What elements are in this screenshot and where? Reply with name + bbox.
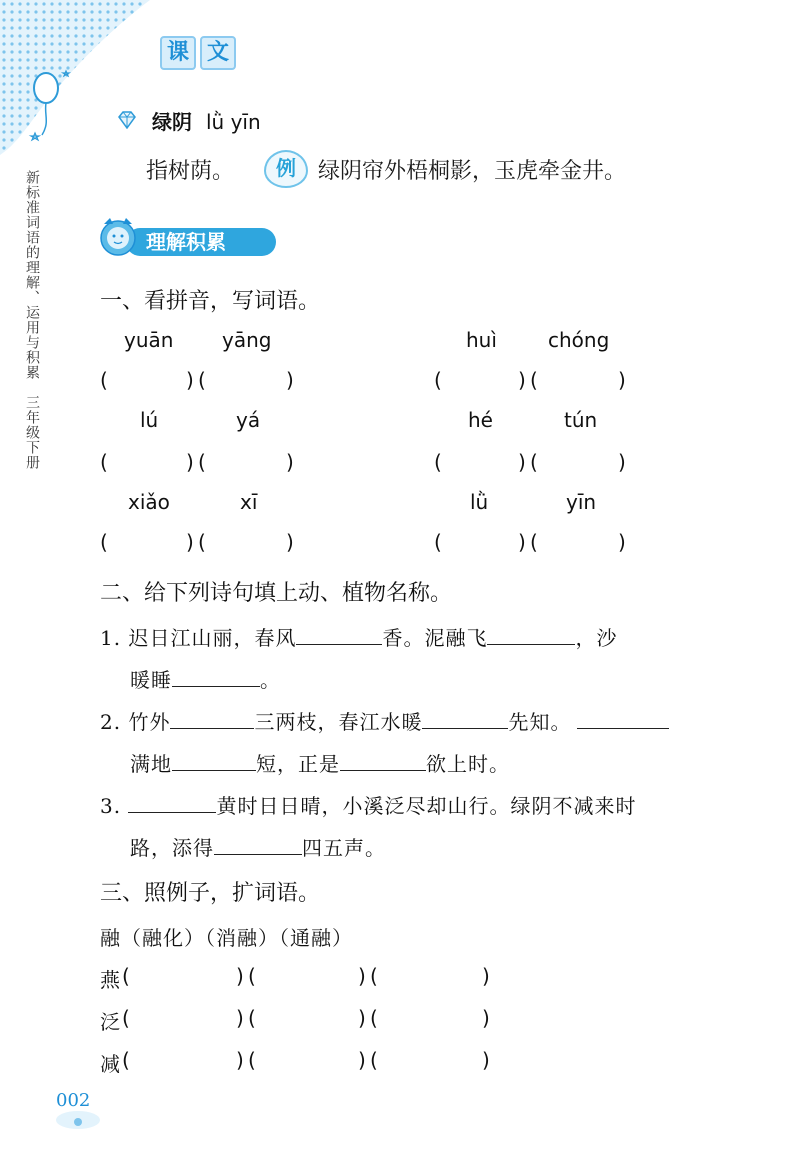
extend-row (100, 1048, 120, 1077)
diamond-icon (116, 111, 138, 129)
paren-close: ) (236, 1006, 244, 1030)
paren-close: ) (236, 964, 244, 988)
paren-close: ) (236, 1048, 244, 1072)
poem-text: 3. (100, 794, 129, 818)
example-badge: 例 (264, 150, 308, 188)
paren-open: ( (248, 1048, 256, 1072)
page-number: 002 (56, 1090, 91, 1111)
vocab-pinyin: lǜ yīn (206, 110, 261, 134)
fill-blank[interactable] (577, 710, 669, 729)
paren-close: ) (618, 450, 626, 474)
paren-open: ( (370, 1048, 378, 1072)
pinyin: lú (140, 408, 159, 432)
poem-text: 三两枝，春江水暖 (254, 710, 423, 734)
poem-text: 先知。 (508, 710, 572, 734)
corner-decoration (0, 0, 160, 160)
paren-open: ( (530, 530, 538, 554)
q3-example: 融（融化）（消融）（通融） (100, 926, 353, 950)
paren-open: ( (122, 1048, 130, 1072)
paren-close: ) (358, 964, 366, 988)
fill-blank[interactable] (214, 836, 302, 855)
poem-text: 。 (260, 668, 281, 692)
poem-text: 暖睡 (130, 668, 172, 692)
paren-open: ( (248, 1006, 256, 1030)
poem-text: 四五声。 (302, 836, 386, 860)
vocab-word: 绿阴 (152, 110, 192, 134)
vocab-definition-line (146, 150, 626, 188)
q3-title: 三、照例子，扩词语。 (100, 881, 321, 906)
poem-text: 欲上时。 (426, 752, 510, 776)
fill-blank[interactable] (296, 626, 382, 645)
section-banner (96, 212, 280, 262)
poem-2-line-1 (100, 706, 669, 735)
poem-1-line-1 (100, 622, 617, 651)
paren-close: ) (186, 368, 194, 392)
paren-close: ) (518, 368, 526, 392)
fill-blank[interactable] (422, 710, 508, 729)
poem-text: 1. 迟日江山丽，春风 (100, 626, 297, 650)
paren-open: ( (122, 964, 130, 988)
poem-text: 满地 (130, 752, 172, 776)
pinyin: tún (564, 408, 598, 432)
poem-3-line-1 (100, 790, 636, 819)
extend-char: 泛 (100, 1010, 120, 1034)
pinyin: huì (466, 328, 497, 352)
fill-blank[interactable] (340, 752, 426, 771)
extend-row (100, 964, 120, 993)
paren-open: ( (100, 368, 108, 392)
paren-open: ( (434, 530, 442, 554)
paren-open: ( (248, 964, 256, 988)
lesson-tag (160, 36, 236, 70)
q1-title: 一、看拼音，写词语。 (100, 289, 321, 314)
book-side-title: 新标准词语的理解、运用与积累 三年级下册 (24, 170, 40, 470)
extend-row (100, 1006, 120, 1035)
paren-close: ) (482, 1048, 490, 1072)
paren-open: ( (530, 450, 538, 474)
vocab-example: 绿阴帘外梧桐影，玉虎牵金井。 (318, 158, 627, 184)
poem-text: 黄时日日晴，小溪泛尽却山行。绿阴不减来时 (216, 794, 637, 818)
q2-title: 二、给下列诗句填上动、植物名称。 (100, 581, 453, 606)
vocab-entry (116, 106, 261, 135)
poem-text: 2. 竹外 (100, 710, 171, 734)
poem-text: 短，正是 (256, 752, 340, 776)
lesson-tag-char: 文 (200, 36, 236, 70)
extend-char: 减 (100, 1052, 120, 1076)
pinyin: xiǎo (128, 490, 170, 514)
paren-open: ( (530, 368, 538, 392)
paren-close: ) (482, 1006, 490, 1030)
paren-close: ) (358, 1048, 366, 1072)
paren-open: ( (434, 450, 442, 474)
fill-blank[interactable] (170, 710, 254, 729)
extend-char: 燕 (100, 968, 120, 992)
paren-open: ( (198, 530, 206, 554)
fill-blank[interactable] (487, 626, 575, 645)
paren-open: ( (434, 368, 442, 392)
poem-text: 路，添得 (130, 836, 214, 860)
pinyin: hé (468, 408, 493, 432)
paren-open: ( (370, 1006, 378, 1030)
pinyin: lǜ (470, 490, 489, 514)
fill-blank[interactable] (128, 794, 216, 813)
pinyin: yuān (124, 328, 174, 352)
pinyin: xī (240, 490, 258, 514)
poem-text: ，沙 (575, 626, 618, 650)
paren-close: ) (286, 368, 294, 392)
section-title: 理解积累 (146, 230, 226, 254)
poem-1-line-2 (130, 664, 281, 693)
vocab-definition: 指树荫。 (146, 158, 235, 184)
paren-open: ( (100, 450, 108, 474)
paren-close: ) (518, 530, 526, 554)
paren-open: ( (198, 368, 206, 392)
paren-close: ) (186, 530, 194, 554)
paren-open: ( (122, 1006, 130, 1030)
paren-close: ) (618, 530, 626, 554)
paren-close: ) (286, 530, 294, 554)
paren-close: ) (358, 1006, 366, 1030)
fill-blank[interactable] (172, 668, 260, 687)
paren-close: ) (482, 964, 490, 988)
child-mascot-icon (96, 212, 142, 262)
paren-close: ) (618, 368, 626, 392)
pinyin: yá (236, 408, 261, 432)
poem-2-line-2 (130, 748, 510, 777)
pinyin: yāng (222, 328, 272, 352)
paren-close: ) (186, 450, 194, 474)
poem-3-line-2 (130, 832, 386, 861)
fill-blank[interactable] (172, 752, 256, 771)
paren-open: ( (198, 450, 206, 474)
pinyin: chóng (548, 328, 610, 352)
paren-open: ( (370, 964, 378, 988)
paren-open: ( (100, 530, 108, 554)
pinyin: yīn (566, 490, 597, 514)
paren-close: ) (518, 450, 526, 474)
poem-text: 香。泥融飞 (382, 626, 488, 650)
lesson-tag-char: 课 (160, 36, 196, 70)
paren-close: ) (286, 450, 294, 474)
